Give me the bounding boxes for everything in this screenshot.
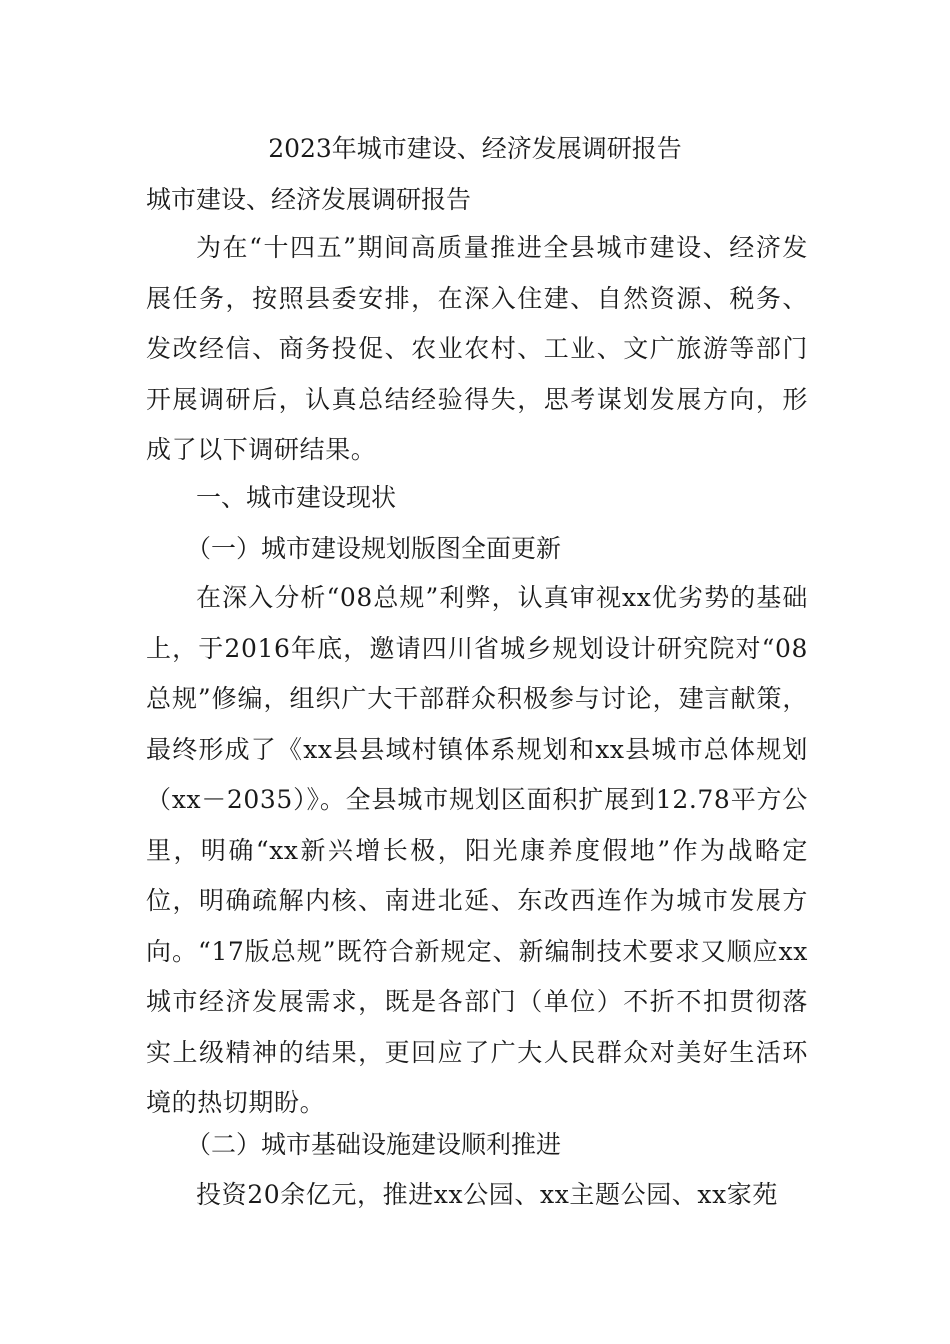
document-title: 2023年城市建设、经济发展调研报告: [268, 134, 682, 163]
subsection-heading-planning: （一）城市建设规划版图全面更新: [186, 534, 562, 563]
section-heading-city-construction: 一、城市建设现状: [196, 483, 397, 512]
planning-paragraph: 在深入分析“08总规”利弊，认真审视xx优劣势的基础上，于2016年底，邀请四川省城乡规划设计研究院对“08总规”修编，组织广大干部群众积极参与讨论，建言献策，最终形成了《xx县县域村镇体系规划和xx县城市总体规划（xx－2035）》。全县城市规划区面积扩展到12.78平方公里，明确“xx新兴增长极，阳光康养度假地”作为战略定位，明确疏解内核、南进北延、东改西连作为城市发展方向。“17版总规”既符合新规定、新编制技术要求又顺应xx城市经济发展需求，既是各部门（单位）不折不扣贯彻落实上级精神的结果，更回应了广大人民群众对美好生活环境的热切期盼。: [146, 583, 808, 1117]
subsection-heading-infrastructure: （二）城市基础设施建设顺利推进: [186, 1130, 562, 1159]
intro-paragraph: 为在“十四五”期间高质量推进全县城市建设、经济发展任务，按照县委安排，在深入住建、自然资源、税务、发改经信、商务投促、农业农村、工业、文广旅游等部门开展调研后，认真总结经验得失，思考谋划发展方向，形成了以下调研结果。: [146, 233, 808, 464]
document-subtitle: 城市建设、经济发展调研报告: [146, 185, 472, 214]
infrastructure-paragraph: 投资20余亿元，推进xx公园、xx主题公园、xx家苑: [196, 1180, 779, 1209]
